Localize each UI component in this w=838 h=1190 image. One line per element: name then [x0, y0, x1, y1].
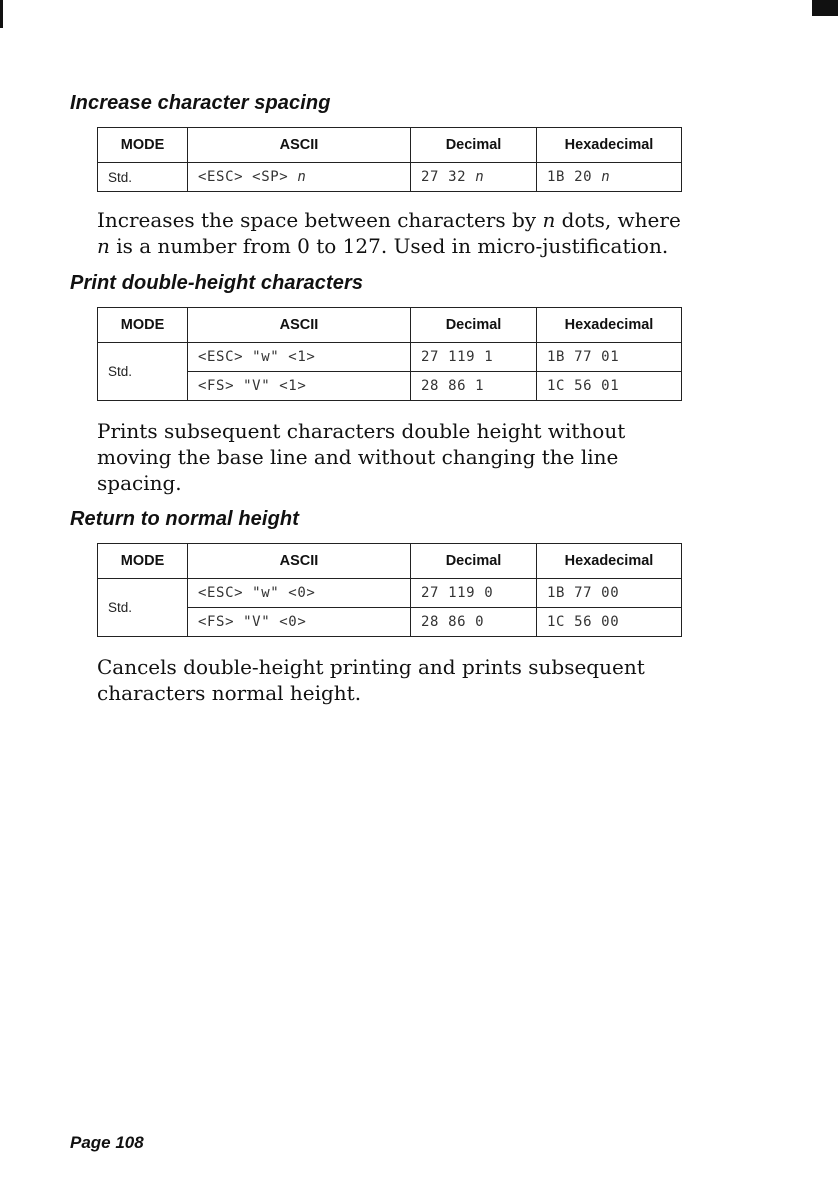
hex-cell	[537, 163, 682, 192]
section-title-normal-height: Return to normal height	[70, 508, 299, 530]
scan-edge-mark-right	[812, 0, 838, 16]
table-header-row	[98, 308, 682, 343]
table-row	[98, 343, 682, 372]
ascii-cell: <FS> "V" <0>	[188, 608, 411, 637]
command-table-double-height	[97, 307, 682, 401]
hex-cell: 1C 56 01	[537, 372, 682, 401]
header-decimal: Decimal	[411, 544, 537, 579]
command-table-normal-height	[97, 543, 682, 637]
mode-cell: Std.	[98, 163, 188, 192]
header-hexadecimal: Hexadecimal	[537, 308, 682, 343]
description-double-height: Prints subsequent characters double height without moving the base line and without changing the line spacing.	[97, 419, 626, 495]
ascii-cell: <ESC> "w" <1>	[188, 343, 411, 372]
header-ascii: ASCII	[188, 128, 411, 163]
page-number: Page 108	[70, 1133, 144, 1152]
table-row	[98, 163, 682, 192]
parameter-n: n	[475, 169, 485, 185]
parameter-n: n	[297, 169, 307, 185]
header-ascii: ASCII	[188, 544, 411, 579]
decimal-cell: 27 119 0	[411, 579, 537, 608]
decimal-cell: 27 119 1	[411, 343, 537, 372]
header-mode: MODE	[98, 544, 188, 579]
table-row	[98, 579, 682, 608]
description-normal-height: Cancels double-height printing and prints subsequent characters normal height.	[97, 655, 645, 705]
header-mode: MODE	[98, 128, 188, 163]
ascii-value: <ESC> <SP>	[198, 169, 289, 185]
header-decimal: Decimal	[411, 308, 537, 343]
header-decimal: Decimal	[411, 128, 537, 163]
section-title-increase-spacing: Increase character spacing	[70, 92, 331, 114]
header-hexadecimal: Hexadecimal	[537, 544, 682, 579]
scan-edge-mark-left	[0, 0, 3, 28]
description-increase-spacing: Increases the space between characters by n dots, where n is a number from 0 to 127. Used in micro-justification.	[97, 208, 681, 258]
ascii-cell: <FS> "V" <1>	[188, 372, 411, 401]
hex-cell: 1B 77 00	[537, 579, 682, 608]
ascii-cell: <ESC> "w" <0>	[188, 579, 411, 608]
decimal-cell: 28 86 0	[411, 608, 537, 637]
header-mode: MODE	[98, 308, 188, 343]
decimal-cell: 28 86 1	[411, 372, 537, 401]
mode-cell: Std.	[98, 579, 188, 637]
header-ascii: ASCII	[188, 308, 411, 343]
parameter-n: n	[601, 169, 611, 185]
header-hexadecimal: Hexadecimal	[537, 128, 682, 163]
section-title-double-height: Print double-height characters	[70, 272, 364, 294]
decimal-value: 27 32	[421, 169, 467, 185]
table-header-row	[98, 544, 682, 579]
table-header-row	[98, 128, 682, 163]
hex-cell: 1C 56 00	[537, 608, 682, 637]
command-table-increase-spacing	[97, 127, 682, 192]
ascii-cell	[188, 163, 411, 192]
decimal-cell	[411, 163, 537, 192]
hex-cell: 1B 77 01	[537, 343, 682, 372]
mode-cell: Std.	[98, 343, 188, 401]
hex-value: 1B 20	[547, 169, 593, 185]
